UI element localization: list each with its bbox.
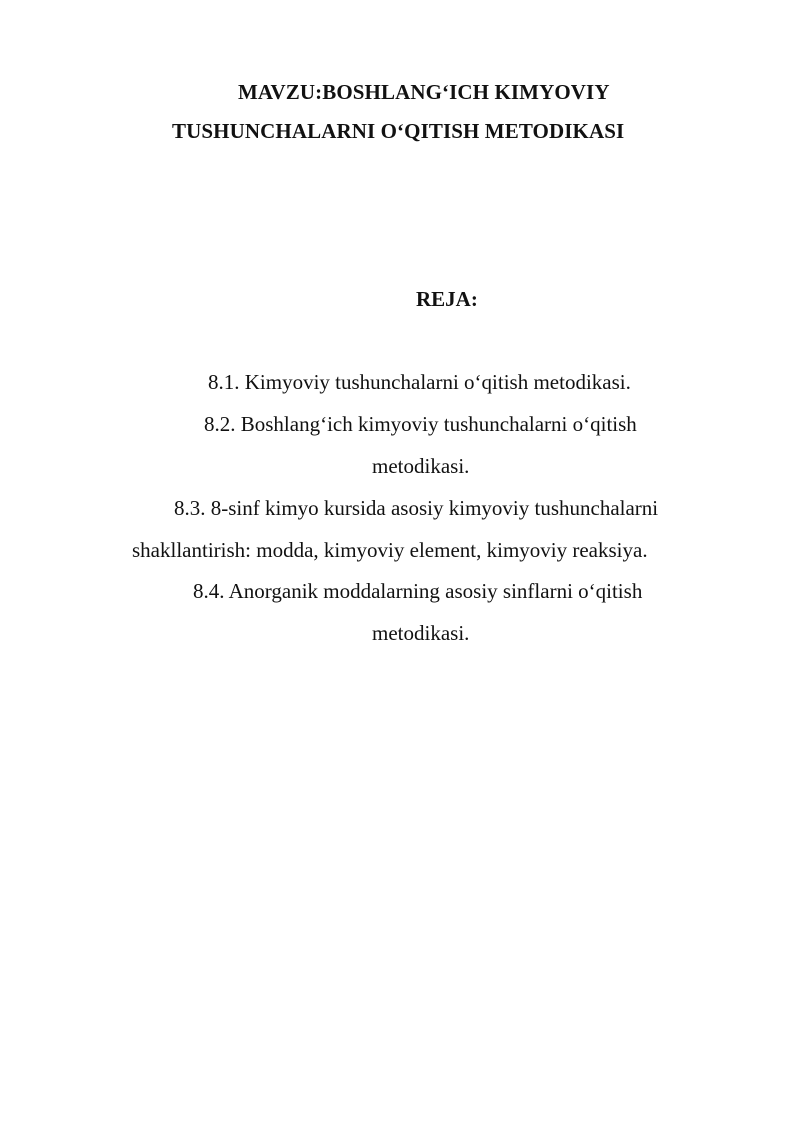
plan-item-2-continuation: metodikasi. xyxy=(372,454,470,478)
plan-item-1: 8.1. Kimyoviy tushunchalarni o‘qitish metodikasi. xyxy=(208,370,631,394)
plan-heading: REJA: xyxy=(416,287,478,311)
document-title-line-2: TUSHUNCHALARNI O‘QITISH METODIKASI xyxy=(172,119,625,143)
plan-item-3-continuation: shakllantirish: modda, kimyoviy element, kimyoviy reaksiya. xyxy=(132,538,648,562)
plan-item-2: 8.2. Boshlang‘ich kimyoviy tushunchalarni o‘qitish xyxy=(204,412,637,436)
plan-item-4: 8.4. Anorganik moddalarning asosiy sinflarni o‘qitish xyxy=(193,579,643,603)
plan-item-3: 8.3. 8-sinf kimyo kursida asosiy kimyoviy tushunchalarni xyxy=(174,496,659,520)
document-title-line-1: MAVZU:BOSHLANG‘ICH KIMYOVIY xyxy=(238,80,610,104)
plan-item-4-continuation: metodikasi. xyxy=(372,621,470,645)
